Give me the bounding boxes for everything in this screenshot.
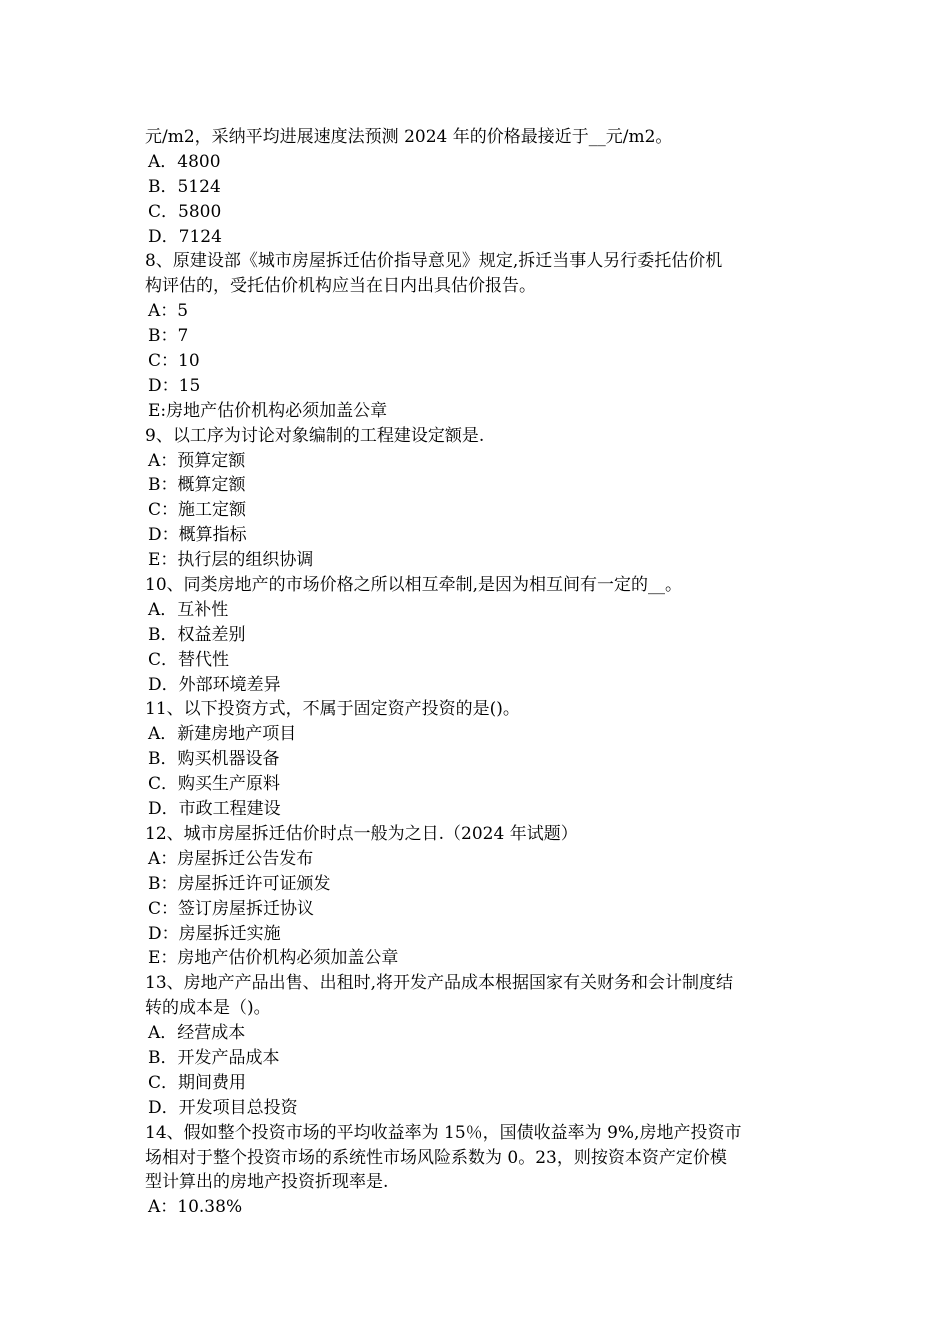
question-text-line: 11、以下投资方式，不属于固定资产投资的是()。 xyxy=(145,699,520,720)
answer-option: B．5124 xyxy=(148,176,221,197)
answer-option: B．开发产品成本 xyxy=(148,1047,280,1068)
question-text-line: 9、以工序为讨论对象编制的工程建设定额是. xyxy=(145,425,485,446)
document-page xyxy=(145,125,825,1220)
answer-option: D．市政工程建设 xyxy=(148,799,281,820)
answer-option: D．开发项目总投资 xyxy=(148,1097,298,1118)
question-text-line: 12、城市房屋拆迁估价时点一般为之日.（2024 年试题） xyxy=(145,823,578,844)
answer-option: C．替代性 xyxy=(148,649,230,670)
answer-option: A：预算定额 xyxy=(148,450,246,471)
question-text-line: 转的成本是（)。 xyxy=(145,998,271,1019)
answer-option: B．权益差别 xyxy=(148,624,246,645)
answer-option: D：概算指标 xyxy=(148,525,247,546)
answer-option: A：5 xyxy=(148,301,189,322)
answer-option: C．5800 xyxy=(148,201,222,222)
answer-option: C：签订房屋拆迁协议 xyxy=(148,898,315,919)
answer-option: D．外部环境差异 xyxy=(148,674,281,695)
answer-option: A：10.38% xyxy=(148,1197,243,1218)
question-text-line: 构评估的，受托估价机构应当在日内出具估价报告。 xyxy=(145,276,536,297)
answer-option: D：15 xyxy=(148,375,201,396)
answer-option: C：10 xyxy=(148,351,200,372)
answer-option: B：房屋拆迁许可证颁发 xyxy=(148,873,331,894)
answer-option: B．购买机器设备 xyxy=(148,749,280,770)
question-text-line: 元/m2，采纳平均进展速度法预测 2024 年的价格最接近于__元/m2。 xyxy=(145,127,673,147)
answer-option: C．购买生产原料 xyxy=(148,774,281,795)
question-text-line: 13、房地产产品出售、出租时,将开发产品成本根据国家有关财务和会计制度结 xyxy=(145,973,734,994)
answer-option: D．7124 xyxy=(148,226,222,247)
answer-option: A．4800 xyxy=(148,151,221,172)
question-text-line: 14、假如整个投资市场的平均收益率为 15％，国债收益率为 9%,房地产投资市 xyxy=(145,1122,742,1143)
answer-option: A．新建房地产项目 xyxy=(148,724,297,745)
question-text-line: 8、原建设部《城市房屋拆迁估价指导意见》规定,拆迁当事人另行委托估价机 xyxy=(145,251,723,272)
answer-option: A：房屋拆迁公告发布 xyxy=(148,848,314,869)
question-text-line: 10、同类房地产的市场价格之所以相互牵制,是因为相互间有一定的__。 xyxy=(145,575,683,596)
answer-option: E：房地产估价机构必须加盖公章 xyxy=(148,948,399,969)
question-text-line: 场相对于整个投资市场的系统性市场风险系数为 0。23，则按资本资产定价模 xyxy=(145,1147,727,1168)
question-text-line: 型计算出的房地产投资折现率是. xyxy=(145,1172,389,1193)
answer-option: C：施工定额 xyxy=(148,500,247,521)
answer-option: E:房地产估价机构必须加盖公章 xyxy=(148,400,388,421)
answer-option: B：概算定额 xyxy=(148,475,246,496)
answer-option: A．互补性 xyxy=(148,599,229,620)
answer-option: E：执行层的组织协调 xyxy=(148,550,314,571)
answer-option: A．经营成本 xyxy=(148,1023,246,1044)
answer-option: D：房屋拆迁实施 xyxy=(148,923,281,944)
answer-option: B：7 xyxy=(148,326,189,347)
answer-option: C．期间费用 xyxy=(148,1072,247,1093)
